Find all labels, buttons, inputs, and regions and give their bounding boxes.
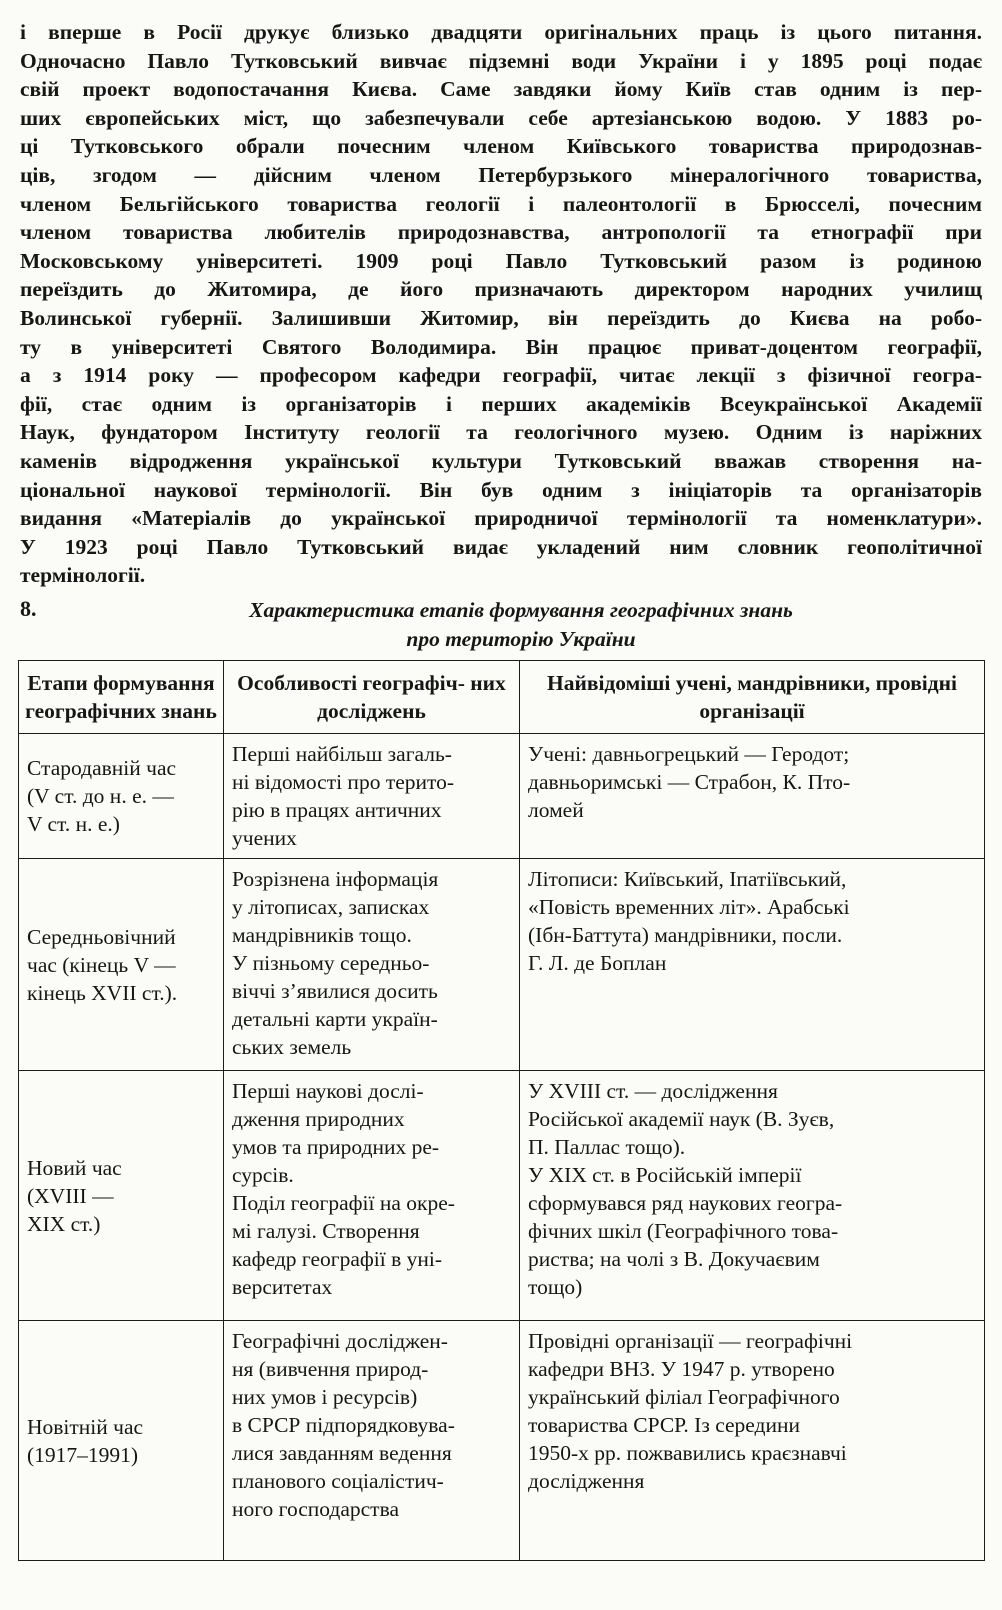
stage-cell: Середньовічний час (кінець V — кінець XVII ст.). (19, 859, 224, 1071)
table-row (19, 734, 985, 859)
table-caption (20, 596, 982, 654)
paragraph-line: членом Бельгійського товариства геології і палеонтології в Брюсселі, почесним (20, 191, 982, 216)
paragraph-line: ших європейських міст, що забезпечували себе артезіанською водою. У 1883 ро- (20, 105, 982, 130)
paragraph-line: ту в університеті Святого Володимира. Він працює приват-доцентом географії, (20, 334, 982, 359)
table-row (19, 1321, 985, 1561)
paragraph-line: членом товариства любителів природознавства, антропології та етнографії при (20, 220, 982, 245)
section-number: 8. (20, 596, 37, 621)
paragraph-line: переїздить до Житомира, де його призначають директором народних училищ (20, 277, 982, 302)
header-cell-stages: Етапи формування географічних знань (19, 661, 224, 734)
table-row (19, 1071, 985, 1321)
features-cell: Географічні досліджен- ня (вивчення природ- них умов і ресурсів) в СРСР підпорядковува- лися завданням ведення планового соціалістич- ного господарства (224, 1321, 520, 1561)
paragraph-line: каменів відродження української культури Тутковський вважав створення на- (20, 448, 982, 473)
paragraph-line: свій проект водопостачання Києва. Саме завдяки йому Київ став одним із пер- (20, 77, 982, 102)
scientists-cell: Учені: давньогрецький — Геродот; давньоримські — Страбон, К. Пто- ломей (520, 734, 985, 859)
paragraph-line: Московському університеті. 1909 році Павло Тутковський разом із родиною (20, 248, 982, 273)
paragraph-line: У 1923 році Павло Тутковський видає укладений ним словник геополітичної (20, 534, 982, 559)
scientists-cell: Провідні організації — географічні кафедри ВНЗ. У 1947 р. утворено український філіал Географічного товариства СРСР. Із середини 1950-х рр. пожвавились краєзнавчі дослідження (520, 1321, 985, 1561)
paragraph-line: ці Тутковського обрали почесним членом Київського товариства природознав- (20, 134, 982, 159)
paragraph-line: ців, згодом — дійсним членом Петербурзького мінералогічного товариства, (20, 162, 982, 187)
stage-cell: Новий час (XVIII — XIX ст.) (19, 1071, 224, 1321)
paragraph-line: фії, стає одним із організаторів і перших академіків Всеукраїнської Академії (20, 391, 982, 416)
features-cell: Розрізнена інформація у літописах, записках мандрівників тощо. У пізньому середньо- віччі з’явилися досить детальні карти україн- ських земель (224, 859, 520, 1071)
paragraph-line: Волинської губернії. Залишивши Житомир, він переїздить до Києва на робо- (20, 305, 982, 330)
caption-line: про територію України (406, 627, 636, 651)
paragraph-line: ціональної наукової термінології. Він був одним з ініціаторів та організаторів (20, 477, 982, 502)
paragraph-line: видання «Матеріалів до української природничої термінології та номенклатури». (20, 506, 982, 531)
paragraph-line: Одночасно Павло Тутковський вивчає підземні води України і у 1895 році подає (20, 48, 982, 73)
scientists-cell: Літописи: Київський, Іпатіївський, «Повість временних літ». Арабські (Ібн-Баттута) мандрівники, посли. Г. Л. де Боплан (520, 859, 985, 1071)
scientists-cell: У XVIII ст. — дослідження Російської академії наук (В. Зуєв, П. Паллас тощо). У XIX ст. в Російській імперії сформувався ряд наукових геогра- фічних шкіл (Географічного това- риства; на чолі з В. Докучаєвим тощо) (520, 1071, 985, 1321)
table-header-row (19, 661, 985, 734)
paragraph-line: і вперше в Росії друкує близько двадцяти оригінальних праць із цього питання. (20, 20, 982, 44)
stage-cell: Новітній час (1917–1991) (19, 1321, 224, 1561)
caption-line: Характеристика етапів формування географічних знань (249, 598, 793, 622)
table-row (19, 859, 985, 1071)
paragraph-line: а з 1914 року — професором кафедри географії, читає лекції з фізичної геогра- (20, 363, 982, 388)
body-paragraph (20, 18, 982, 590)
stages-table (18, 660, 985, 1561)
stage-cell: Стародавній час (V ст. до н. е. — V ст. н. е.) (19, 734, 224, 859)
features-cell: Перші наукові дослі- дження природних умов та природних ре- сурсів. Поділ географії на окре- мі галузі. Створення кафедр географії в уні- верситетах (224, 1071, 520, 1321)
header-cell-features: Особливості географіч- них досліджень (224, 661, 520, 734)
header-cell-scientists: Найвідоміші учені, мандрівники, провідні організації (520, 661, 985, 734)
paragraph-line: термінології. (20, 563, 146, 588)
features-cell: Перші найбільш загаль- ні відомості про терито- рію в працях античних учених (224, 734, 520, 859)
paragraph-line: Наук, фундатором Інституту геології та геологічного музею. Одним із наріжних (20, 420, 982, 445)
